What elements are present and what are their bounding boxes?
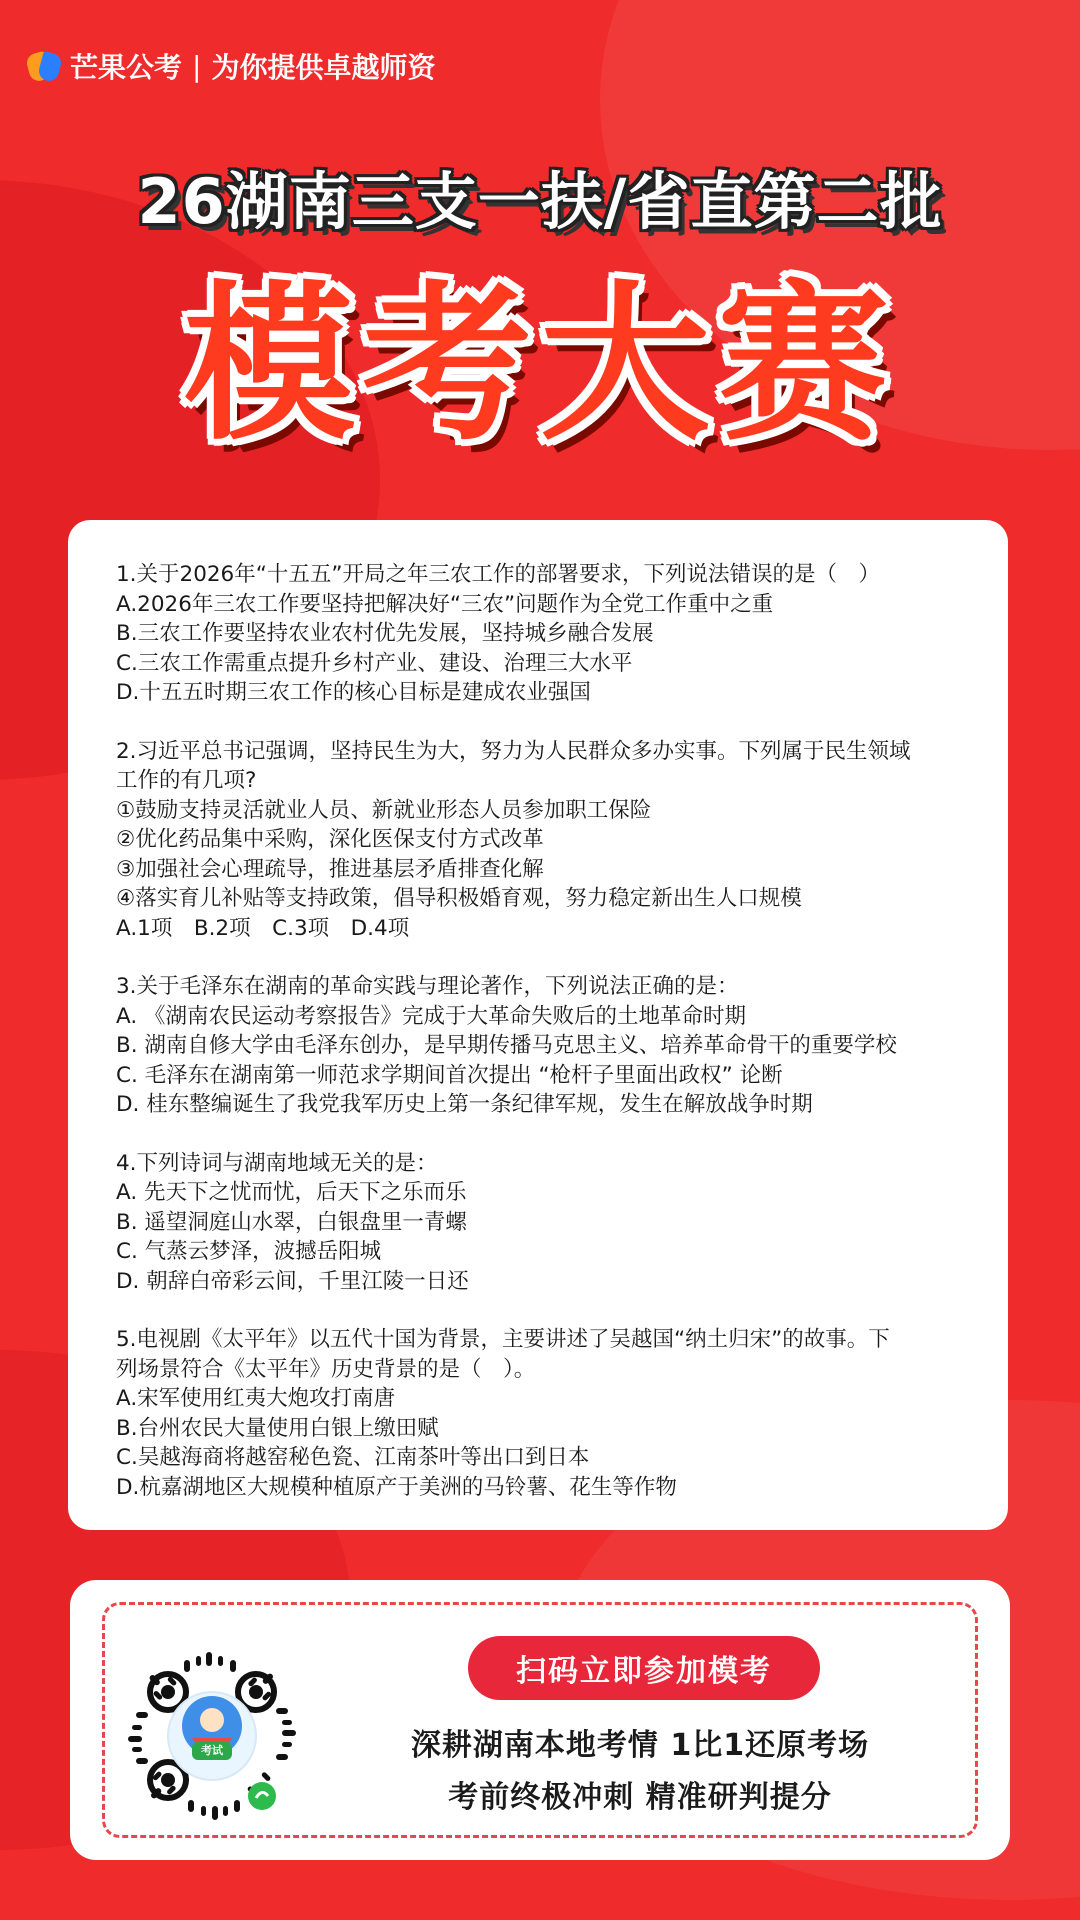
question-option: A. 《湖南农民运动考察报告》完成于大革命失败后的土地革命时期 [116, 1003, 747, 1029]
question-option: D. 朝辞白帝彩云间，千里江陵一日还 [116, 1268, 469, 1294]
question-option: C. 毛泽东在湖南第一师范求学期间首次提出 “枪杆子里面出政权” 论断 [116, 1062, 783, 1088]
question-option: D. 桂东整编诞生了我党我军历史上第一条纪律军规，发生在解放战争时期 [116, 1092, 813, 1117]
question-option: B. 遥望洞庭山水翠，白银盘里一青螺 [116, 1209, 467, 1235]
question-item: ④落实育儿补贴等支持政策，倡导积极婚育观，努力稳定新出生人口规模 [116, 886, 802, 911]
question-option: D.杭嘉湖地区大规模种植原产于美洲的马铃薯、花生等作物 [116, 1474, 677, 1500]
question-2 [116, 737, 964, 944]
brand-separator: | [192, 49, 202, 83]
question-line: 1.关于2026年“十五五”开局之年三农工作的部署要求，下列说法错误的是（ ） [116, 562, 881, 587]
brand-name: 芒果公考 [70, 51, 183, 84]
page-title: 模考大赛 [183, 266, 896, 464]
question-option: D.十五五时期三农工作的核心目标是建成农业强国 [116, 680, 591, 705]
mango-logo-icon [28, 49, 62, 83]
question-item: ①鼓励支持灵活就业人员、新就业形态人员参加职工保险 [116, 797, 652, 823]
question-3 [116, 972, 964, 1120]
question-line: 2.习近平总书记强调，坚持民生为大，努力为人民群众多办实事。下列属于民生领域 [116, 738, 911, 764]
question-option: C.吴越海商将越窑秘色瓷、江南茶叶等出口到日本 [116, 1445, 590, 1470]
promo-card [70, 1580, 1010, 1860]
question-4 [116, 1149, 964, 1297]
question-option: B. 湖南自修大学由毛泽东创办，是早期传播马克思主义、培养革命骨干的重要学校 [116, 1033, 897, 1058]
question-option: A. 先天下之忧而忧，后天下之乐而乐 [116, 1180, 467, 1205]
question-option: B.三农工作要坚持农业农村优先发展，坚持城乡融合发展 [116, 621, 654, 646]
qr-badge-label: 考试 [201, 1744, 223, 1757]
question-line: 5.电视剧《太平年》以五代十国为背景，主要讲述了吴越国“纳土归宋”的故事。下 [116, 1327, 890, 1352]
promo-tagline-1: 深耕湖南本地考情 1比1还原考场 [410, 1728, 870, 1763]
promo-tagline-2: 考前终极冲刺 精准研判提分 [448, 1780, 832, 1815]
question-option: A.宋军使用红夷大炮攻打南唐 [116, 1386, 396, 1411]
question-option: C.三农工作需重点提升乡村产业、建设、治理三大水平 [116, 650, 633, 676]
question-item: ②优化药品集中采购，深化医保支付方式改革 [116, 827, 544, 852]
brand-slogan: 为你提供卓越师资 [211, 51, 436, 84]
question-line: 列场景符合《太平年》历史背景的是（ ）。 [116, 1356, 536, 1382]
question-option: A.2026年三农工作要坚持把解决好“三农”问题作为全党工作重中之重 [116, 591, 774, 617]
question-option: A.1项 B.2项 C.3项 D.4项 [116, 915, 410, 941]
question-line: 3.关于毛泽东在湖南的革命实践与理论著作，下列说法正确的是： [116, 974, 739, 999]
questions-card [68, 520, 1008, 1530]
question-item: ③加强社会心理疏导，推进基层矛盾排查化解 [116, 856, 544, 882]
mini-program-qr-code[interactable] [122, 1646, 302, 1826]
exam-subtitle: 26湖南三支一扶/省直第二批 [137, 165, 943, 238]
join-mock-exam-button[interactable]: 扫码立即参加模考 [468, 1636, 820, 1700]
question-line: 4.下列诗词与湖南地域无关的是： [116, 1150, 438, 1176]
question-5 [116, 1325, 964, 1502]
brand-header [28, 44, 435, 88]
question-option: B.台州农民大量使用白银上缴田赋 [116, 1415, 439, 1441]
question-line: 工作的有几项? [116, 768, 257, 793]
question-option: C. 气蒸云梦泽，波撼岳阳城 [116, 1239, 382, 1264]
question-1 [116, 560, 964, 708]
